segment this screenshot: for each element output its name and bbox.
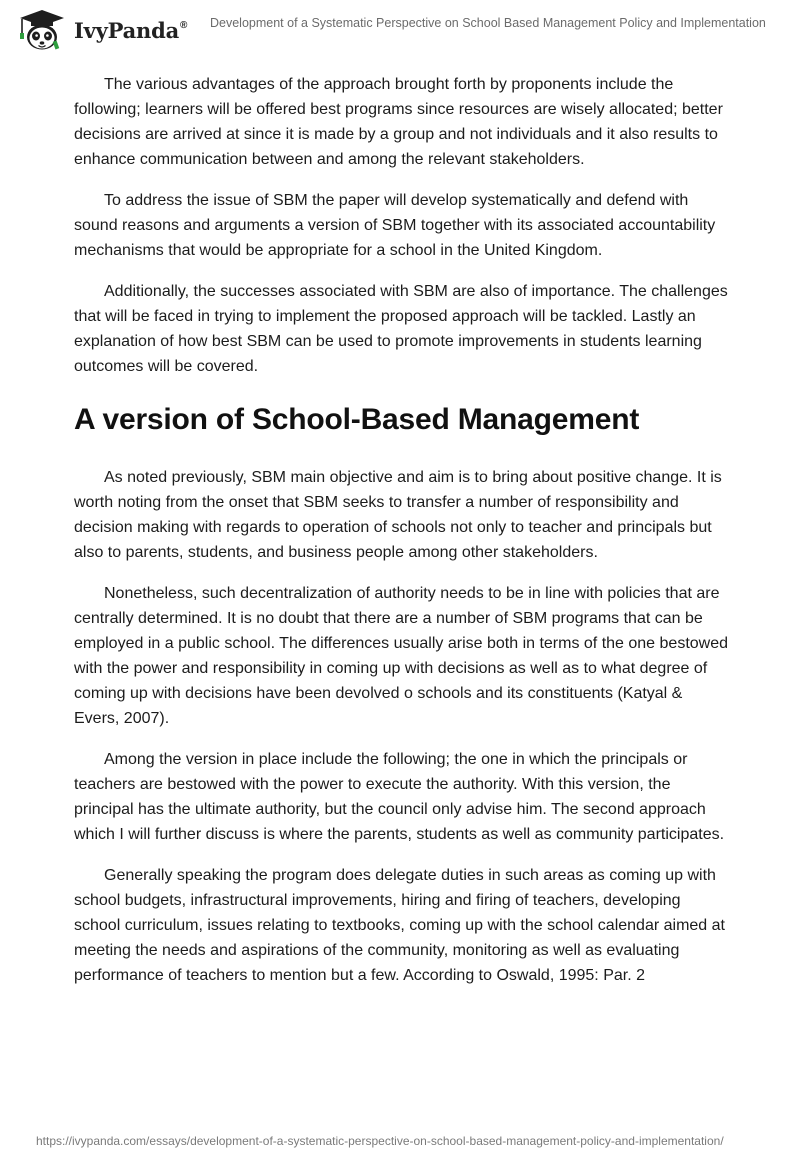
document-title: Development of a Systematic Perspective on School Based Management Policy and Implementation xyxy=(210,16,766,30)
paragraph: To address the issue of SBM the paper will develop systematically and defend with sound reasons and arguments a version of SBM together with its associated accountability mechanisms that would be appropriate for a school in the United Kingdom. xyxy=(74,192,716,259)
page-header xyxy=(0,0,800,60)
paragraph: Nonetheless, such decentralization of authority needs to be in line with policies that are centrally determined. It is no doubt that there are a number of SBM programs that can be employed in a public school. The differences usually arise both in terms of the one bestowed with the power and responsibility in coming up with decisions as well as to what degree of coming up with decisions have been devolved o schools and its constituents (Katyal & Evers, 2007). xyxy=(74,585,729,727)
section-heading: A version of School-Based Management xyxy=(74,403,640,436)
source-url-link[interactable]: https://ivypanda.com/essays/development-of-a-systematic-perspective-on-school-based-management-policy-and-implementation/ xyxy=(36,1134,724,1148)
paragraph: As noted previously, SBM main objective and aim is to bring about positive change. It is worth noting from the onset that SBM seeks to transfer a number of responsibility and decision making with regards to operation of schools not only to teacher and principals but also to parents, students, and business people among other stakeholders. xyxy=(74,469,722,561)
paragraph: Generally speaking the program does delegate duties in such areas as coming up with school budgets, infrastructural improvements, hiring and firing of teachers, developing school curriculum, issues relating to textbooks, coming up with the school calendar aimed at meeting the needs and aspirations of the community, monitoring as well as evaluating performance of teachers to mention but a few. According to Oswald, 1995: Par. 2 xyxy=(74,867,725,984)
brand-logo[interactable] xyxy=(14,8,187,52)
registered-mark: ® xyxy=(180,19,188,31)
essay-content xyxy=(74,72,728,1004)
paragraph: Additionally, the successes associated with SBM are also of importance. The challenges that will be faced in trying to implement the proposed approach will be tackled. Lastly an explanation of how best SBM can be used to promote improvements in students learning outcomes will be covered. xyxy=(74,283,728,375)
panda-graduate-icon xyxy=(14,8,70,52)
paragraph: The various advantages of the approach brought forth by proponents include the following; learners will be offered best programs since resources are wisely allocated; better decisions are arrived at since it is made by a group and not individuals and it also results to enhance communication between and among the relevant stakeholders. xyxy=(74,76,723,168)
brand-name: IvyPanda® xyxy=(74,17,188,43)
paragraph: Among the version in place include the following; the one in which the principals or teachers are bestowed with the power to execute the authority. With this version, the principal has the ultimate authority, but the council only advise him. The second approach which I will further discuss is where the parents, students as well as community participates. xyxy=(74,751,725,843)
